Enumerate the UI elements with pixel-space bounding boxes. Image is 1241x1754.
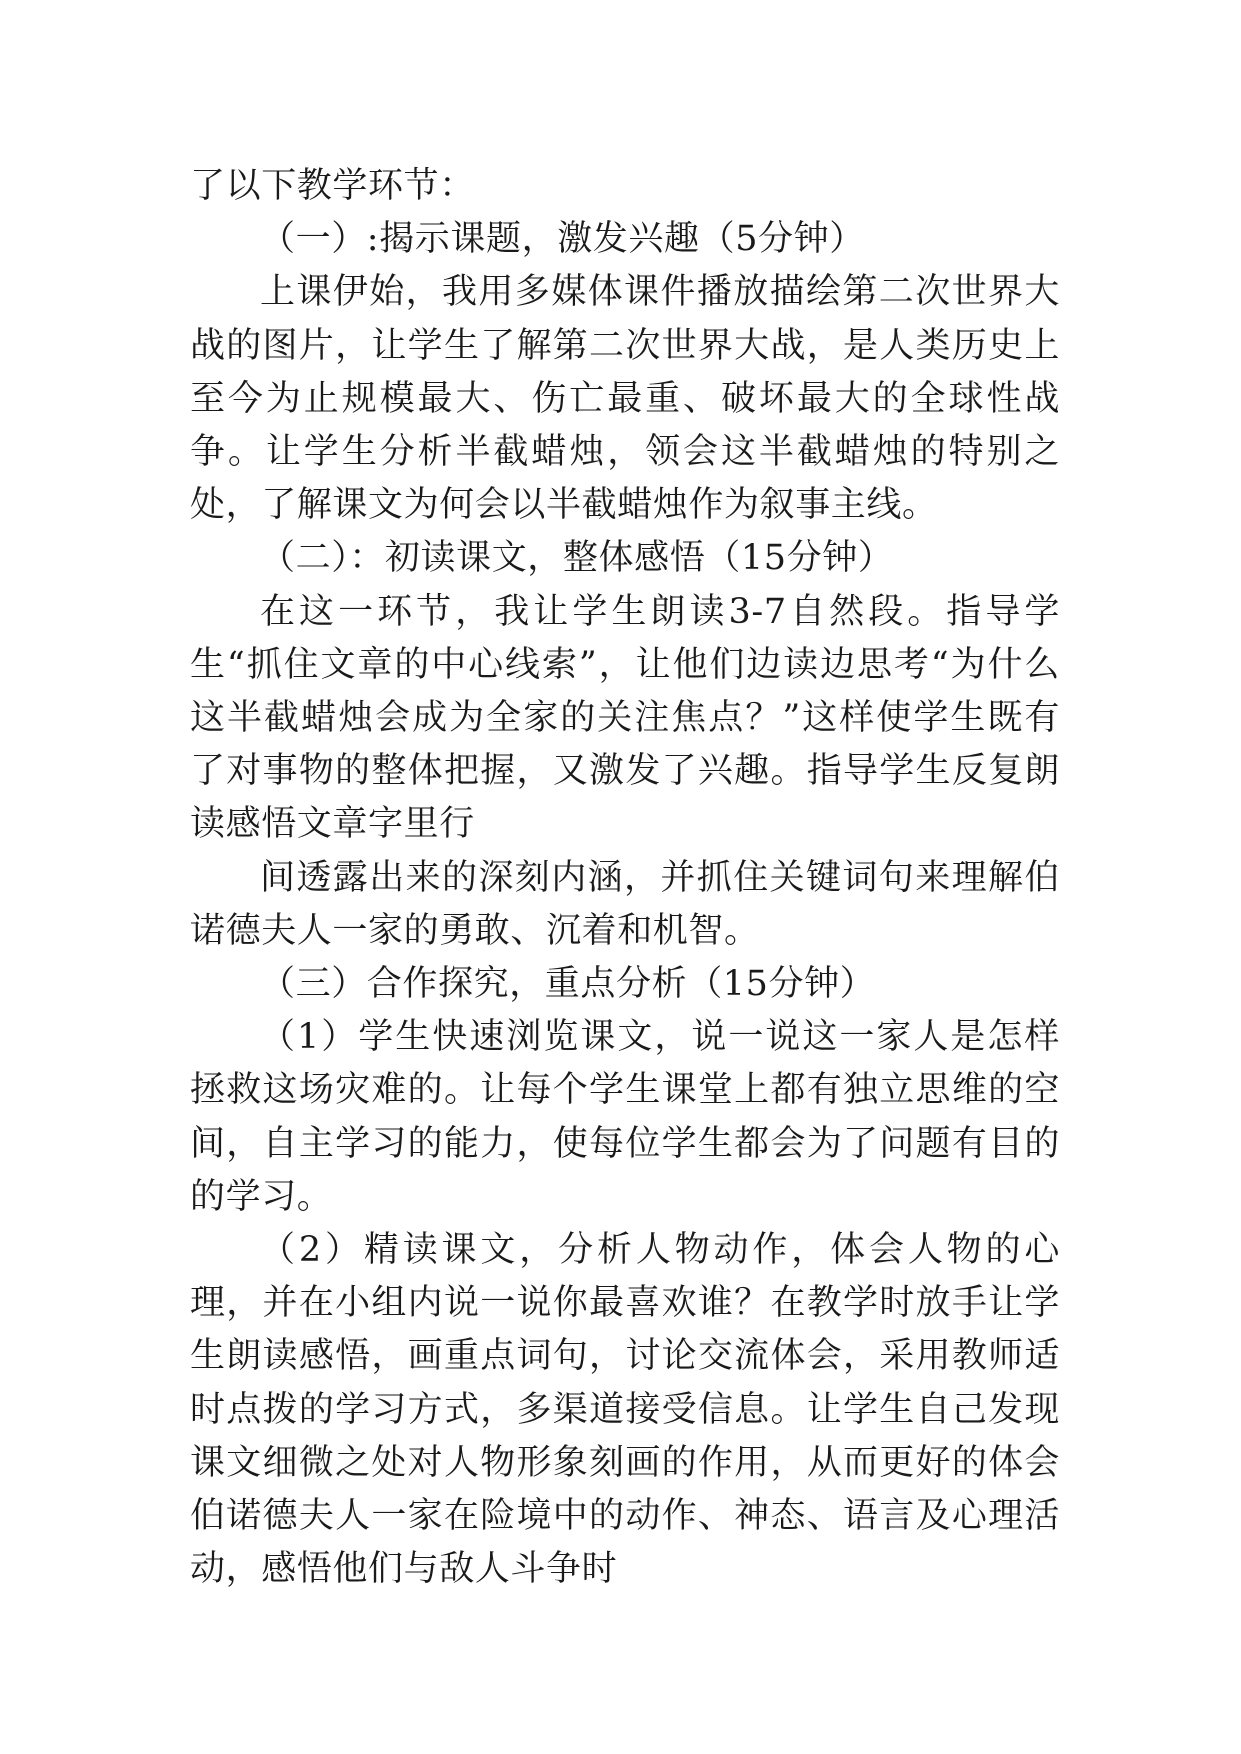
- section-heading-1: （一）:揭示课题，激发兴趣（5分钟）: [260, 219, 865, 260]
- section-heading-3: （三）合作探究，重点分析（15分钟）: [260, 964, 876, 1005]
- paragraph-intro: 了以下教学环节：: [190, 166, 475, 206]
- paragraph-1: 上课伊始，我用多媒体课件播放描绘第二次世界大战的图片，让学生了解第二次世界大战，是人类历史上至今为止规模最大、伤亡最重、破坏最大的全球性战争。让学生分析半截蜡烛，领会这半截蜡烛的特别之处，了解课文为何会以半截蜡烛作为叙事主线。: [190, 272, 1060, 526]
- body-text: [190, 160, 1060, 1596]
- paragraph-5: （2）精读课文，分析人物动作，体会人物的心理，并在小组内说一说你最喜欢谁？在教学时放手让学生朗读感悟，画重点词句，讨论交流体会，采用教师适时点拨的学习方式，多渠道接受信息。让学生自己发现课文细微之处对人物形象刻画的作用，从而更好的体会伯诺德夫人一家在险境中的动作、神态、语言及心理活动，感悟他们与敌人斗争时: [190, 1230, 1060, 1590]
- paragraph-2: 在这一环节，我让学生朗读3-7自然段。指导学生“抓住文章的中心线索”，让他们边读边思考“为什么这半截蜡烛会成为全家的关注焦点？”这样使学生既有了对事物的整体把握，又激发了兴趣。指导学生反复朗读感悟文章字里行: [190, 591, 1060, 845]
- paragraph-4: （1）学生快速浏览课文，说一说这一家人是怎样拯救这场灾难的。让每个学生课堂上都有独立思维的空间，自主学习的能力，使每位学生都会为了问题有目的的学习。: [190, 1017, 1060, 1217]
- paragraph-3: 间透露出来的深刻内涵，并抓住关键词句来理解伯诺德夫人一家的勇敢、沉着和机智。: [190, 857, 1060, 951]
- section-heading-2: （二）：初读课文，整体感悟（15分钟）: [260, 538, 894, 579]
